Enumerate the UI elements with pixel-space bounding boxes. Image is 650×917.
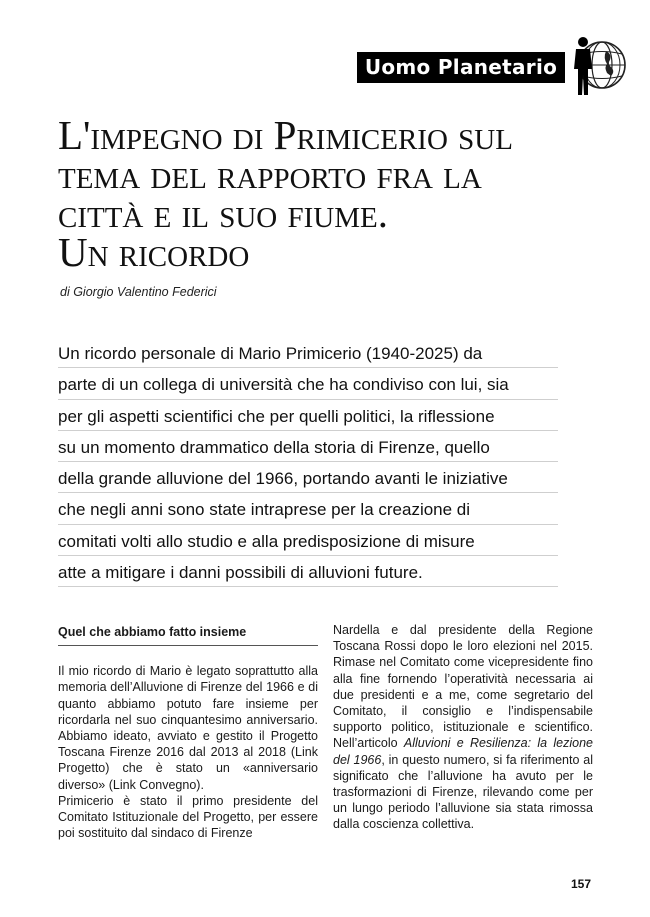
abstract-line: atte a mitigare i danni possibili di alluvioni future. [58,556,558,587]
title-line: Un ricordo [58,229,250,275]
abstract-line: della grande alluvione del 1966, portando avanti le iniziative [58,462,558,493]
abstract-line: per gli aspetti scientifici che per quelli politici, la riflessione [58,400,558,431]
abstract-line: su un momento drammatico della storia di Firenze, quello [58,431,558,462]
body-paragraph: Primicerio è stato il primo presidente del Comitato Istituzionale del Progetto, per essere poi sostituito dal sindaco di Firenze [58,793,318,841]
article-title [58,112,638,275]
title-line: tema del rapporto fra la [58,151,482,197]
abstract [58,337,558,587]
page-number: 157 [571,877,592,891]
body-text: Nardella e dal presidente della Regione Toscana Rossi dopo le loro elezioni nel 2015. Rimase nel Comitato come vicepresidente fino alla fine fornendo l’operatività necessaria ai due presidenti e a me, come segretario del Comitato, il consiglio e l’indispensabile supporto politico, istituzionale e scientifico. Nell’articolo [333,623,593,751]
abstract-line: che negli anni sono state intraprese per la creazione di [58,493,558,524]
article-reference: Alluvioni e Resilienza: la lezione del 1966 [333,736,593,767]
body-paragraph: Il mio ricordo di Mario è legato soprattutto alla memoria dell’Alluvione di Firenze del 1966 e di quanto abbiamo potuto fare insieme per ricordarla nel suo cinquantesimo anniversario. Abbiamo ideato, avviato e gestito il Progetto Toscana Firenze 2016 dal 2013 al 2018 (Link Progetto) che è stato un «anniversario diverso» (Link Convegno). [58,664,318,792]
title-line: città e il suo fiume. [58,190,388,236]
body-text: , in questo numero, si fa riferimento al significato che l’alluvione ha avuto per le trasformazioni di Firenze, rilevando come per un lungo periodo l’alluvione sia stata rimossa dalla coscienza collettiva. [333,752,593,832]
section-heading: Quel che abbiamo fatto insieme [58,624,318,646]
abstract-line: comitati volti allo studio e alla predisposizione di misure [58,525,558,556]
body-column-right [333,622,593,833]
body-paragraph [333,622,593,833]
column-label: Uomo Planetario [357,52,565,83]
abstract-line: parte di un collega di università che ha condiviso con lui, sia [58,368,558,399]
body-column-left [58,622,318,841]
title-line: L'impegno di Primicerio sul [58,112,513,158]
man-with-globe-icon [566,33,628,101]
abstract-line: Un ricordo personale di Mario Primicerio (1940-2025) da [58,337,558,368]
author-byline: di Giorgio Valentino Federici [60,285,217,299]
